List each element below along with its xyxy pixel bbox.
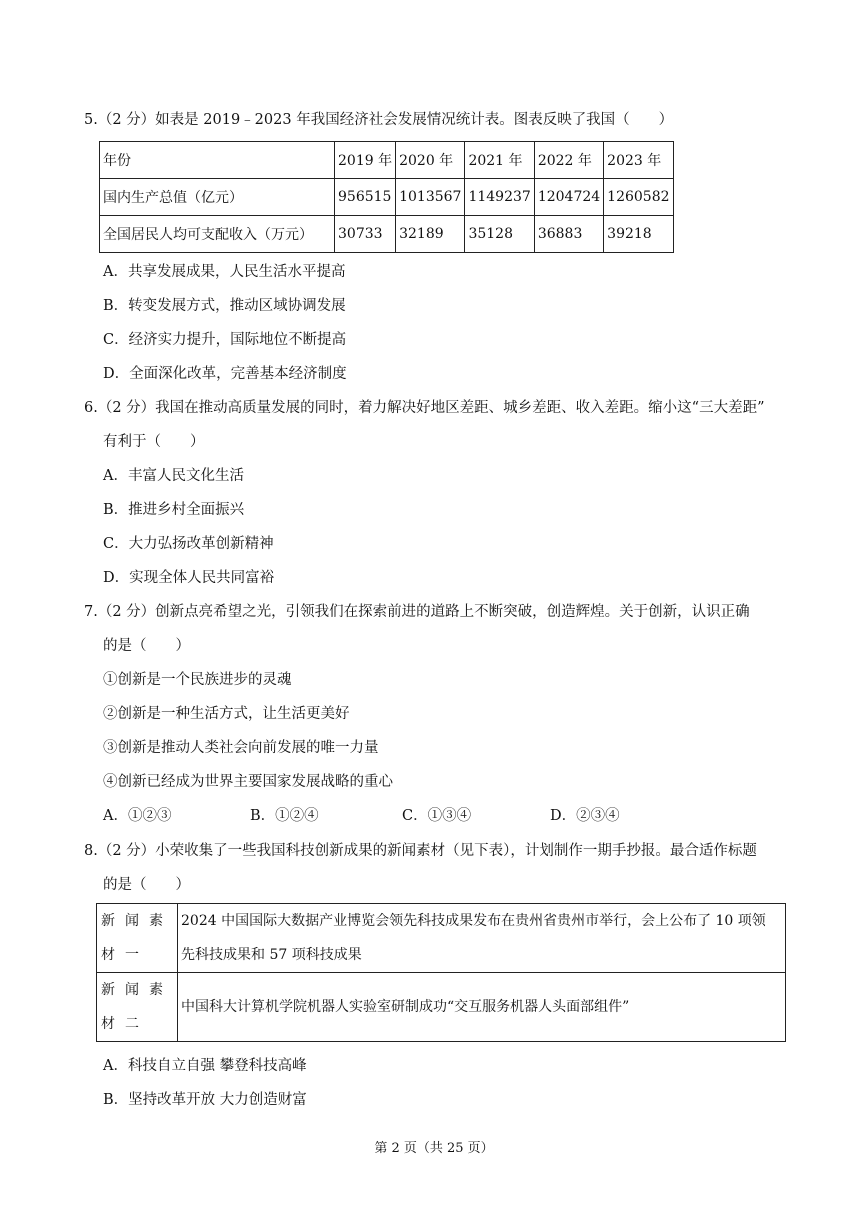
q5-stem: 5.（2 分）如表是 2019﹣2023 年我国经济社会发展情况统计表。图表反映了我国（ ）	[84, 112, 674, 128]
table-row	[100, 179, 674, 216]
q7-option-b: B．①②④	[250, 808, 319, 824]
table-cell: 1149237	[465, 179, 534, 216]
table-row	[97, 904, 786, 973]
table-cell: 1204724	[534, 179, 603, 216]
table-header-cell: 2020 年	[396, 142, 465, 179]
q6-option-d: D．实现全体人民共同富裕	[103, 570, 275, 586]
table-cell: 国内生产总值（亿元）	[100, 179, 335, 216]
table-cell: 36883	[534, 216, 603, 253]
q5-option-a: A．共享发展成果，人民生活水平提高	[103, 264, 346, 280]
q5-stats-table	[99, 141, 674, 253]
table-row	[100, 216, 674, 253]
q6-stem-line1: 6.（2 分）我国在推动高质量发展的同时，着力解决好地区差距、城乡差距、收入差距。缩小这“三大差距”	[84, 400, 765, 416]
q5-option-b: B．转变发展方式，推动区域协调发展	[103, 298, 346, 314]
news-label: 新闻素	[101, 913, 173, 929]
q5-option-d: D．全面深化改革，完善基本经济制度	[103, 366, 347, 382]
news-content: 先科技成果和 57 项科技成果	[181, 947, 362, 963]
q7-statement-4: ④创新已经成为世界主要国家发展战略的重心	[103, 774, 393, 790]
news-content: 中国科大计算机学院机器人实验室研制成功“交互服务机器人头面部组件”	[181, 999, 630, 1015]
q8-stem-line2: 的是（ ）	[103, 877, 190, 893]
q7-statement-1: ①创新是一个民族进步的灵魂	[103, 672, 292, 688]
q6-option-a: A．丰富人民文化生活	[103, 468, 244, 484]
q7-statement-3: ③创新是推动人类社会向前发展的唯一力量	[103, 740, 379, 756]
table-cell	[97, 904, 178, 973]
q8-option-a: A．科技自立自强 攀登科技高峰	[103, 1058, 307, 1074]
table-cell	[97, 973, 178, 1042]
q7-stem-line1: 7.（2 分）创新点亮希望之光，引领我们在探索前进的道路上不断突破，创造辉煌。关于创新，认识正确	[84, 604, 750, 620]
q7-stem-line2: 的是（ ）	[103, 638, 190, 654]
q7-option-a: A．①②③	[103, 808, 172, 824]
q8-stem-line1: 8.（2 分）小荣收集了一些我国科技创新成果的新闻素材（见下表），计划制作一期手抄报。最合适作标题	[84, 843, 757, 859]
table-cell: 全国居民人均可支配收入（万元）	[100, 216, 335, 253]
table-header-cell: 2019 年	[335, 142, 396, 179]
table-header-cell: 2021 年	[465, 142, 534, 179]
q5-option-c: C．经济实力提升，国际地位不断提高	[103, 332, 347, 348]
q7-option-c: C．①③④	[402, 808, 472, 824]
q6-stem-line2: 有利于（ ）	[103, 434, 205, 450]
news-label: 材一	[101, 947, 149, 963]
table-row	[97, 973, 786, 1042]
news-content: 2024 中国国际大数据产业博览会领先科技成果发布在贵州省贵州市举行，会上公布了 10 项领	[181, 913, 766, 929]
table-cell: 32189	[396, 216, 465, 253]
table-cell: 1260582	[604, 179, 673, 216]
table-cell: 956515	[335, 179, 396, 216]
table-cell: 35128	[465, 216, 534, 253]
q7-option-d: D．②③④	[550, 808, 620, 824]
table-cell	[178, 904, 786, 973]
table-cell: 39218	[604, 216, 673, 253]
news-label: 新闻素	[101, 982, 173, 998]
table-cell	[178, 973, 786, 1042]
q6-option-c: C．大力弘扬改革创新精神	[103, 536, 274, 552]
q7-statement-2: ②创新是一种生活方式，让生活更美好	[103, 706, 350, 722]
table-cell: 30733	[335, 216, 396, 253]
news-label: 材二	[101, 1016, 149, 1032]
table-cell: 1013567	[396, 179, 465, 216]
table-header-cell: 年份	[100, 142, 335, 179]
table-header-cell: 2022 年	[534, 142, 603, 179]
table-header-cell: 2023 年	[604, 142, 673, 179]
q6-option-b: B．推进乡村全面振兴	[103, 502, 245, 518]
page-footer: 第 2 页（共 25 页）	[374, 1141, 494, 1156]
table-header-row	[100, 142, 674, 179]
q8-news-table	[96, 903, 786, 1042]
q8-option-b: B．坚持改革开放 大力创造财富	[103, 1092, 307, 1108]
